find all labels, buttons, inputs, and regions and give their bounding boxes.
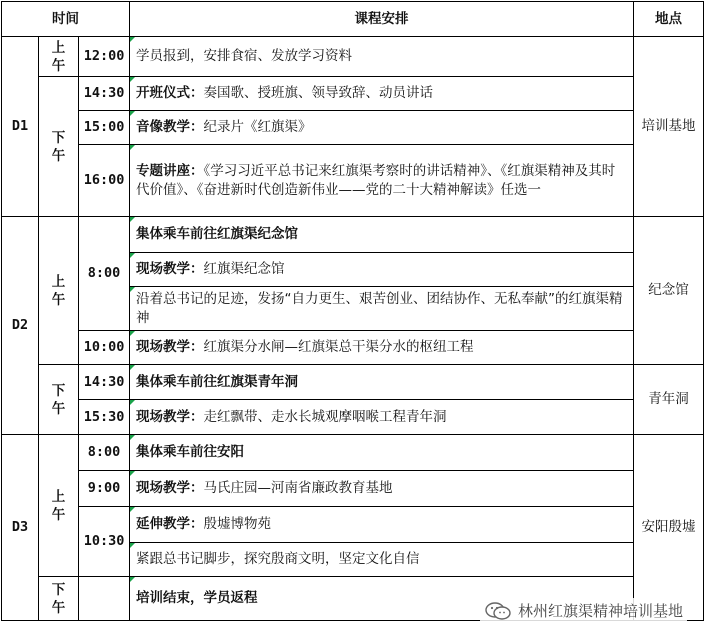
table-row [2,111,704,145]
location-cell: 青年洞 [634,365,704,435]
activity-cell [130,111,634,145]
table-row [2,400,704,435]
activity-type: 专题讲座： [136,162,204,179]
activity-type: 现场教学： [136,261,204,277]
activity-cell [130,217,634,253]
activity-cell [130,145,634,217]
time-cell: 14:30 [79,365,130,400]
activity-type: 现场教学： [136,408,204,425]
activity-cell [130,435,634,471]
activity-type: 培训结束，学员返程 [136,590,258,606]
schedule-table [1,1,704,621]
activity-type: 现场教学： [136,480,204,496]
activity-cell [130,471,634,507]
wechat-icon [484,601,512,621]
half-day-label [39,77,79,217]
am-label: 上午 [51,273,66,308]
header-row [2,2,704,37]
pm-label: 下午 [51,129,66,164]
day-label: D1 [2,37,39,217]
activity-cell [130,37,634,77]
half-day-label [39,217,79,365]
time-cell: 9:00 [79,471,130,507]
activity-type: 现场教学： [136,339,204,355]
table-row [2,435,704,471]
activity-cell [130,331,634,365]
am-label: 上午 [51,39,66,74]
pm-label: 下午 [51,382,66,417]
activity-text: 红旗渠分水闸—红旗渠总干渠分水的枢纽工程 [203,339,474,355]
activity-cell [130,77,634,111]
activity-text: 红旗渠纪念馆 [203,261,285,277]
am-label: 上午 [51,488,66,523]
activity-text: 《学习习近平总书记来红旗渠考察时的讲话精神》、《红旗渠精神及其时代价值》、《奋进新时代创造新伟业——党的二十大精神解读》任选一 [136,162,616,198]
location-cell: 安阳殷墟 [634,435,704,621]
activity-cell [130,543,634,577]
time-cell: 15:30 [79,400,130,435]
time-cell: 12:00 [79,37,130,77]
table-row [2,331,704,365]
time-cell [79,577,130,621]
table-row [2,471,704,507]
time-cell: 8:00 [79,217,130,331]
activity-type: 开班仪式： [136,85,204,101]
day-label: D2 [2,217,39,435]
activity-type: 音像教学： [136,119,204,135]
time-cell: 10:30 [79,507,130,577]
activity-text: 学员报到，安排食宿、发放学习资料 [136,48,353,64]
activity-type: 集体乘车前往安阳 [136,444,245,460]
activity-text: 奏国歌、授班旗、领导致辞、动员讲话 [203,85,434,101]
time-cell: 15:00 [79,111,130,145]
table-row [2,145,704,217]
table-row [2,77,704,111]
activity-type: 集体乘车前往红旗渠青年洞 [136,373,299,390]
table-row [2,507,704,543]
header-location: 地点 [634,2,704,37]
time-cell: 14:30 [79,77,130,111]
table-row [2,37,704,77]
half-day-label [39,435,79,577]
half-day-label [39,365,79,435]
time-cell: 10:00 [79,331,130,365]
activity-cell [130,365,634,400]
half-day-label [39,577,79,621]
activity-type: 延伸教学： [136,516,204,532]
watermark [480,598,687,623]
half-day-label [39,37,79,77]
activity-text: 纪录片《红旗渠》 [203,119,312,135]
activity-type: 集体乘车前往红旗渠纪念馆 [136,226,299,242]
activity-text: 沿着总书记的足迹，发扬“自力更生、艰苦创业、团结协作、无私奉献”的红旗渠精神 [136,290,623,326]
activity-cell [130,253,634,287]
watermark-text: 林州红旗渠精神培训基地 [517,602,683,620]
location-cell: 纪念馆 [634,217,704,365]
day-label: D3 [2,435,39,621]
activity-cell [130,507,634,543]
table-row [2,365,704,400]
activity-text: 紧跟总书记脚步，探究殷商文明，坚定文化自信 [136,551,420,567]
activity-text: 走红飘带、走水长城观摩咽喉工程青年洞 [203,408,447,425]
time-cell: 8:00 [79,435,130,471]
location-cell: 培训基地 [634,37,704,217]
pm-label: 下午 [51,581,66,616]
header-schedule: 课程安排 [130,2,634,37]
header-time: 时间 [2,2,130,37]
activity-cell [130,287,634,331]
activity-text: 马氏庄园—河南省廉政教育基地 [203,480,393,496]
table-row [2,217,704,253]
activity-cell [130,400,634,435]
activity-text: 殷墟博物苑 [203,516,272,532]
time-cell: 16:00 [79,145,130,217]
